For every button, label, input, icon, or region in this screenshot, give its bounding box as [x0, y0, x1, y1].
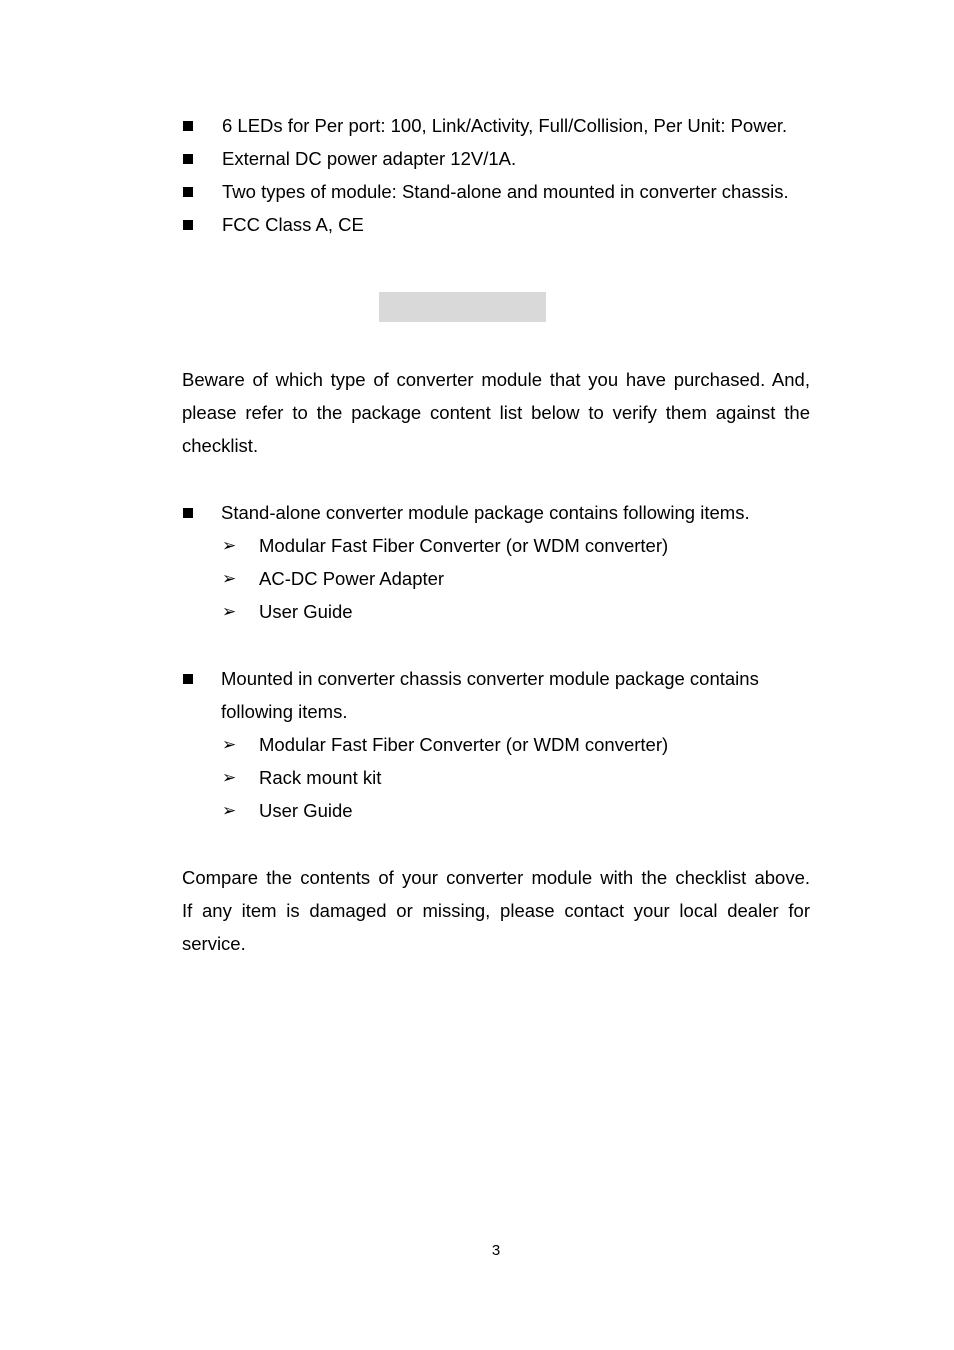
feature-item: External DC power adapter 12V/1A. — [222, 148, 517, 169]
list-heading: Mounted in converter chassis converter module package contains — [221, 668, 759, 689]
square-bullet-icon — [183, 154, 193, 164]
paragraph-line: Beware of which type of converter module that you have purchased. And, — [182, 369, 810, 390]
list-item: AC-DC Power Adapter — [259, 568, 445, 589]
square-bullet-icon — [183, 674, 193, 684]
arrow-bullet-icon: ➢ — [222, 536, 237, 555]
list-item: User Guide — [259, 800, 353, 821]
page-number: 3 — [491, 1242, 501, 1259]
arrow-bullet-icon: ➢ — [222, 735, 237, 754]
arrow-bullet-icon: ➢ — [222, 801, 237, 820]
feature-item: FCC Class A, CE — [222, 214, 364, 235]
paragraph-line: please refer to the package content list below to verify them against the — [182, 402, 810, 423]
square-bullet-icon — [183, 220, 193, 230]
square-bullet-icon — [183, 187, 193, 197]
paragraph-line: Compare the contents of your converter module with the checklist above. — [182, 867, 810, 888]
section-heading-placeholder — [379, 292, 546, 322]
list-item: Modular Fast Fiber Converter (or WDM converter) — [259, 734, 669, 755]
square-bullet-icon — [183, 508, 193, 518]
paragraph-line: If any item is damaged or missing, please contact your local dealer for — [182, 900, 810, 921]
arrow-bullet-icon: ➢ — [222, 768, 237, 787]
paragraph-line: service. — [182, 933, 246, 954]
list-heading: Stand-alone converter module package contains following items. — [221, 502, 750, 523]
list-item: Modular Fast Fiber Converter (or WDM converter) — [259, 535, 669, 556]
feature-item: Two types of module: Stand-alone and mounted in converter chassis. — [222, 181, 789, 202]
paragraph-line: checklist. — [182, 435, 259, 456]
list-item: User Guide — [259, 601, 353, 622]
list-item: Rack mount kit — [259, 767, 382, 788]
list-heading-continued: following items. — [221, 701, 348, 722]
feature-item: 6 LEDs for Per port: 100, Link/Activity, Full/Collision, Per Unit: Power. — [222, 115, 788, 136]
arrow-bullet-icon: ➢ — [222, 569, 237, 588]
square-bullet-icon — [183, 121, 193, 131]
arrow-bullet-icon: ➢ — [222, 602, 237, 621]
